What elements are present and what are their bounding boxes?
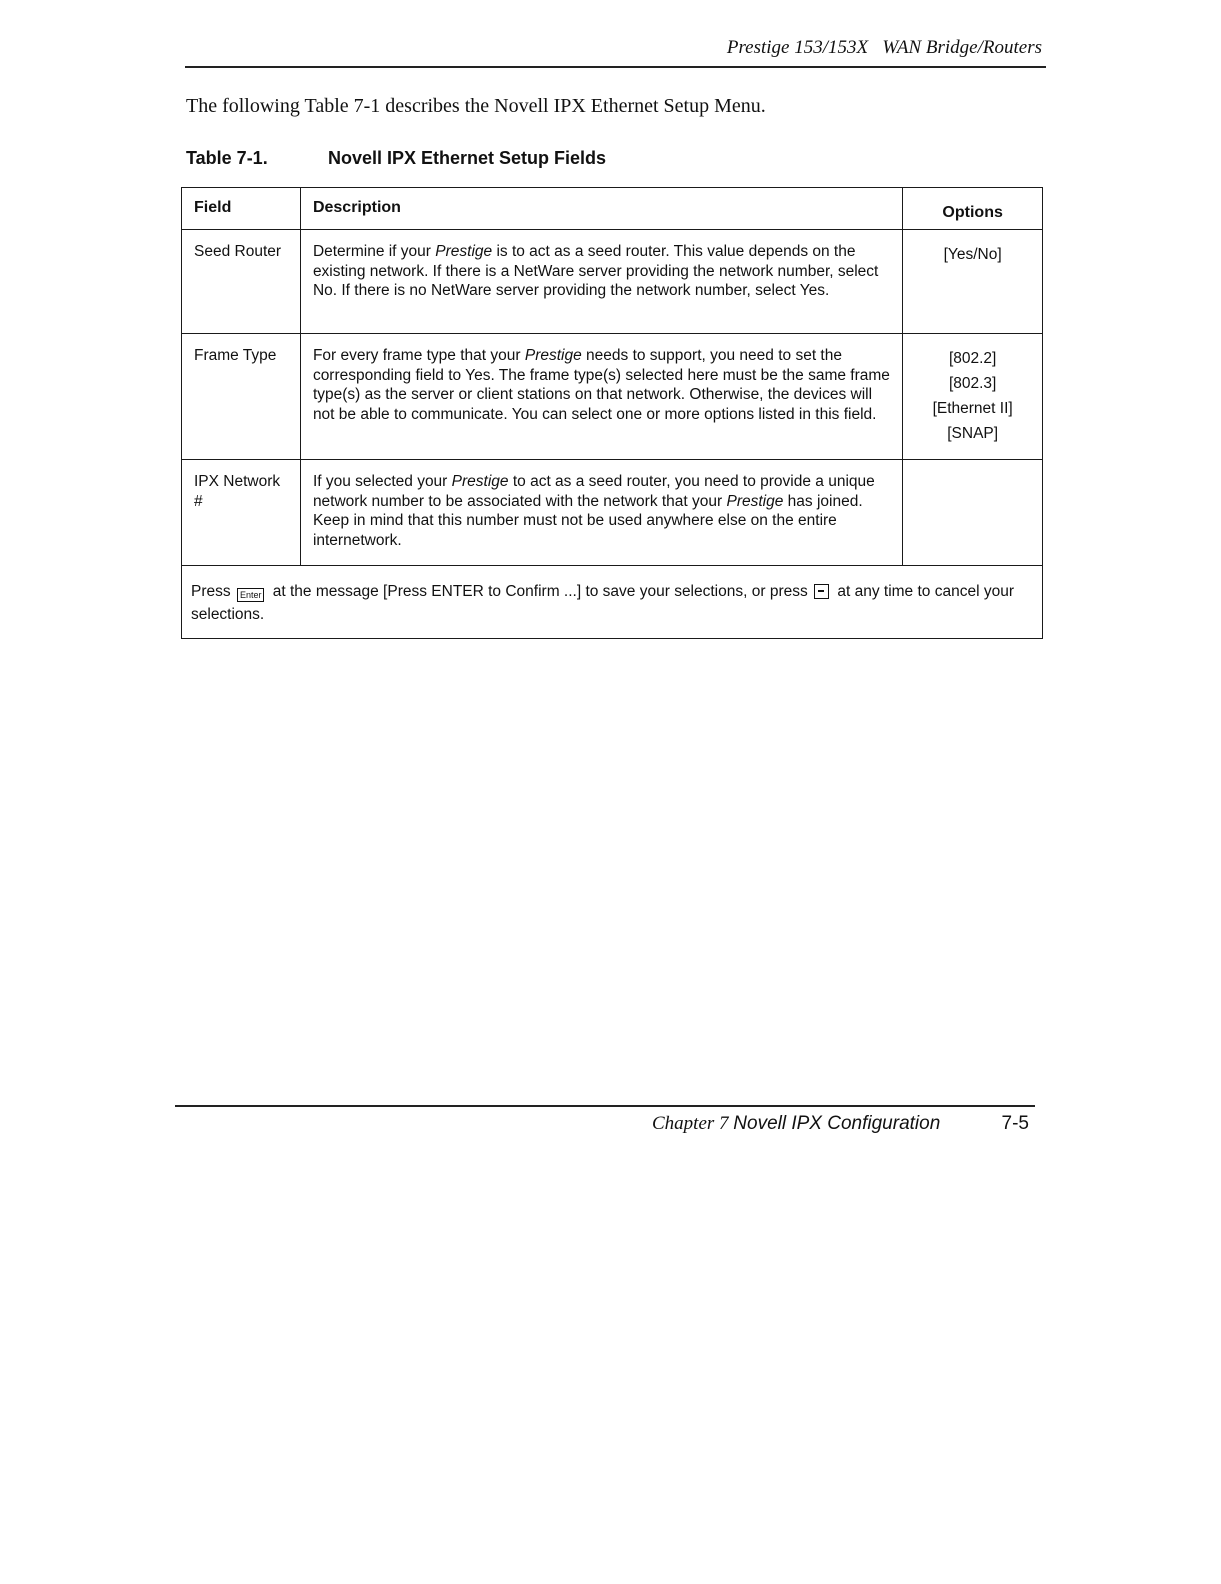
table-note-row: [182, 566, 1043, 639]
option-value: [802.2]: [948, 350, 997, 367]
description-text: If you selected your: [312, 473, 452, 490]
field-name: Frame Type: [182, 334, 301, 460]
table-caption-title: Novell IPX Ethernet Setup Fields: [328, 148, 607, 168]
description-text: For every frame type that your: [312, 347, 525, 364]
setup-fields-table: [181, 187, 1043, 639]
field-options: [903, 334, 1043, 460]
description-text: has joined. Keep in mind that this number must not be used anywhere else on the entire internetwork.: [312, 492, 863, 549]
footer-chapter-prefix: Chapter 7: [652, 1113, 734, 1134]
option-value: [802.3]: [948, 375, 997, 392]
running-title: Prestige 153/153X WAN Bridge/Routers: [726, 37, 1042, 58]
header-options: Options: [903, 188, 1043, 230]
field-options: [903, 460, 1043, 566]
description-text: is to act as a seed router. This value depends on the existing network. If there is a NetWare server providing the network number, select No. If there is no NetWare server providing the network number, select Yes.: [312, 243, 879, 299]
description-text: to act as a seed router, you need to provide a unique network number to be associated with the network that your: [312, 473, 875, 510]
table-header-row: [182, 188, 1043, 230]
field-description: [300, 460, 902, 566]
running-footer: [175, 1105, 1035, 1147]
field-name: IPX Network #: [182, 460, 301, 566]
table-row: [182, 230, 1043, 334]
product-name: Prestige: [435, 243, 493, 260]
escape-key-icon: [814, 584, 829, 599]
field-description: [300, 230, 902, 334]
option-value: [Yes/No]: [943, 246, 1002, 263]
note-middle: at the message [Press ENTER to Confirm ...] to save your selections, or press: [272, 583, 808, 600]
field-description: [300, 334, 902, 460]
product-name: Prestige: [451, 473, 509, 490]
table-row: [182, 334, 1043, 460]
field-options: [903, 230, 1043, 334]
header-field: Field: [182, 188, 301, 230]
intro-paragraph: The following Table 7-1 describes the Novell IPX Ethernet Setup Menu.: [186, 95, 766, 117]
product-name: Prestige: [726, 492, 784, 510]
field-name: Seed Router: [182, 230, 301, 334]
description-text: Determine if your: [312, 243, 436, 260]
table-row: [182, 460, 1043, 566]
description-text: needs to support, you need to set the corresponding field to Yes. The frame type(s) selected here must be the same frame type(s) as the server or client stations on that network. Otherwise, the devices will not be able to communicate. You can select one or more options listed in this field.: [312, 347, 890, 423]
page-number: 7-5: [1001, 1113, 1029, 1134]
option-value: [SNAP]: [947, 425, 999, 442]
footer-chapter-title: Novell IPX Configuration: [733, 1113, 941, 1134]
footer-chapter: [652, 1113, 940, 1135]
option-value: [Ethernet II]: [932, 400, 1013, 417]
header-description: Description: [300, 188, 902, 230]
enter-key-icon: Enter: [237, 588, 265, 602]
note-suffix: at any time to cancel your selections.: [191, 583, 1014, 623]
table-note: [182, 566, 1043, 639]
running-header: [185, 36, 1046, 68]
table-caption-number: Table 7-1.: [186, 148, 268, 168]
product-name: Prestige: [524, 347, 582, 364]
note-prefix: Press: [191, 583, 231, 600]
